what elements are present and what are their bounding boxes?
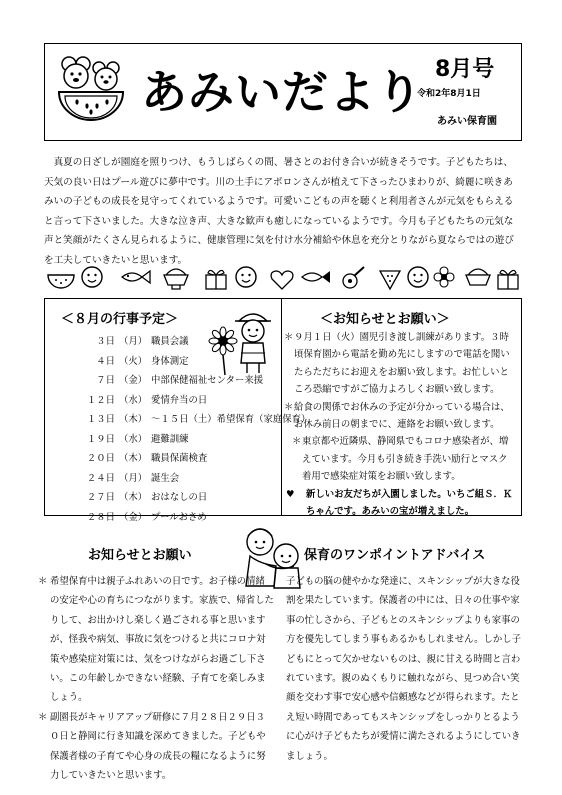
event-row: ３日 （月） 職員会議 (96, 336, 189, 347)
smiley-icon (82, 267, 102, 287)
watermelon-icon (48, 275, 74, 288)
event-row: １３日 （木） ～１５日（土）希望保育（家庭保育） (86, 414, 311, 425)
left-section-list (38, 572, 274, 785)
notice-item: ＊ 給食の関係でお休みの予定が分かっている場合は、お休み前日の朝までに、連絡をお願い致します。 (284, 399, 516, 434)
heart-icon (271, 271, 293, 289)
newsletter-header (44, 43, 522, 141)
right-section-title: 保育のワンポイントアドバイス (304, 548, 486, 563)
goldfish-icon (122, 271, 150, 283)
issue-label: 8月号 (435, 57, 495, 82)
asterisk-mark: ＊ (38, 576, 48, 587)
event-row: １２日 （水） 愛情弁当の日 (86, 394, 208, 406)
notice-item: ＊ 東京都や近隣県、静岡県でもコロナ感染者が、増えています。今月も引き続き手洗い励行とマスク着用で感染症対策をお願い致します。 (284, 433, 516, 485)
event-row: ７日 （金） 中部保健福祉センター来援 (96, 375, 264, 386)
notice-list (284, 329, 516, 520)
events-list (59, 332, 310, 527)
smiley-icon (236, 267, 256, 287)
event-row: １９日 （水） 避難訓練 (86, 433, 189, 445)
bears-watermelon-illustration (55, 54, 127, 126)
fish-icon (302, 271, 330, 283)
notice-item: ＊ 副園長がキャリアアップ研修に７月２８日２９日３０日と静岡に行き知識を深めてきました。子どもや保護者様の子育てや心身の成長の糧になるように努力していきたいと思います。 (38, 708, 274, 786)
event-row: ２４日 （月） 誕生会 (86, 472, 180, 484)
event-row: ４日 （火） 身体測定 (96, 355, 189, 367)
left-section-title: お知らせとお願い (88, 548, 192, 563)
issue-date: 令和2年8月1日 (417, 89, 481, 99)
notice-item: ＊ ９月１日（火）園児引き渡し訓練があります。３時頃保育園から電話を勤め先にしますので電話を聞いたらただちにお迎えをお願い致します。お忙しいところ恐縮ですがご協力よろしくお願い致します。 (284, 329, 516, 399)
notice-item: ＊ 希望保育中は親子ふれあいの日です。お子様の情緒の安定や心の育ちにつながります。家族で、帰省したりして、お出かけし楽しく過ごされる事と思いますが、怪我や病気、事故に気をつけると共にコロナ対策や感染症対策には、気をつけながらお過ごし下さい。この年齢しかできない経験、子育てを楽しみましょう。 (38, 572, 274, 708)
notice-box-title: ＜お知らせとお願い＞ (320, 312, 450, 327)
present-icon (498, 270, 518, 289)
notice-item: ♥ 新しいお友だちが入園しました。いちご組Ｓ．Ｋちゃんです。あみいの宝が増えました。 (284, 486, 516, 521)
shaved-ice-icon (466, 269, 490, 285)
present-icon (206, 270, 226, 289)
smiley-icon (408, 267, 428, 287)
newsletter-title: あみいだより (141, 65, 423, 119)
guitar-icon (343, 267, 364, 288)
event-row: ２８日 （金） プールおさめ (86, 511, 207, 523)
asterisk-mark: ＊ (292, 436, 302, 448)
decorative-icon-strip (44, 263, 522, 291)
event-row: ２７日 （木） おはなしの日 (86, 492, 208, 503)
advice-paragraph: 子どもの脳の健やかな発達に、スキンシップが大きな役割を果たしています。保護者の中には、日々の仕事や家事の忙しさから、子どもとのスキンシップよりも家事の方を優先してしまう事もあるかもしれません。しかし子どもにとって欠かせないものは、親に甘える時間と言われています。親のぬくもりに触れながら、見つめ合い笑顔を交わす事で安心感や信頼感などが得られます。たとえ短い時間であってもスキンシップをしっかりとるように心がけ子どもたちが愛情に満たされるようにしていきましょう。 (286, 576, 521, 762)
organization-name: あみい保育園 (437, 116, 497, 127)
events-title: ＜８月の行事予定＞ (61, 312, 179, 327)
flower-icon (434, 267, 454, 287)
watermelon-slice-icon (380, 271, 400, 289)
asterisk-mark: ＊ (38, 711, 48, 723)
shaved-ice-icon (164, 269, 188, 289)
notice-box (282, 298, 522, 516)
intro-paragraph: 真夏の日ざしが園庭を照りつけ、もうしばらくの間、暑さとのお付き合いが続きそうです。子どもたちは、天気の良い日はプール遊びに夢中です。川の土手にアポロンさんが植えて下さったひまわりが、綺麗に咲きあみいの子どもの成長を見守ってくれているようです。可愛いこどもの声を聴くと利用者さんが元気をもらえると言って下さいました。大きな泣き声、大きな歓声も癒しになっているようです。今月も子どもたちの元気な声と笑顔がたくさん見られるように、健康管理に気を付け水分補給や休息を充分とりながら夏ならではの遊びを工夫していきたいと思います。 (44, 157, 514, 266)
events-box (44, 298, 311, 523)
asterisk-mark: ＊ (284, 332, 294, 343)
heart-icon: ♥ (286, 488, 295, 500)
event-row: ２０日 （木） 職員保菌検査 (86, 453, 208, 464)
asterisk-mark: ＊ (284, 401, 294, 413)
